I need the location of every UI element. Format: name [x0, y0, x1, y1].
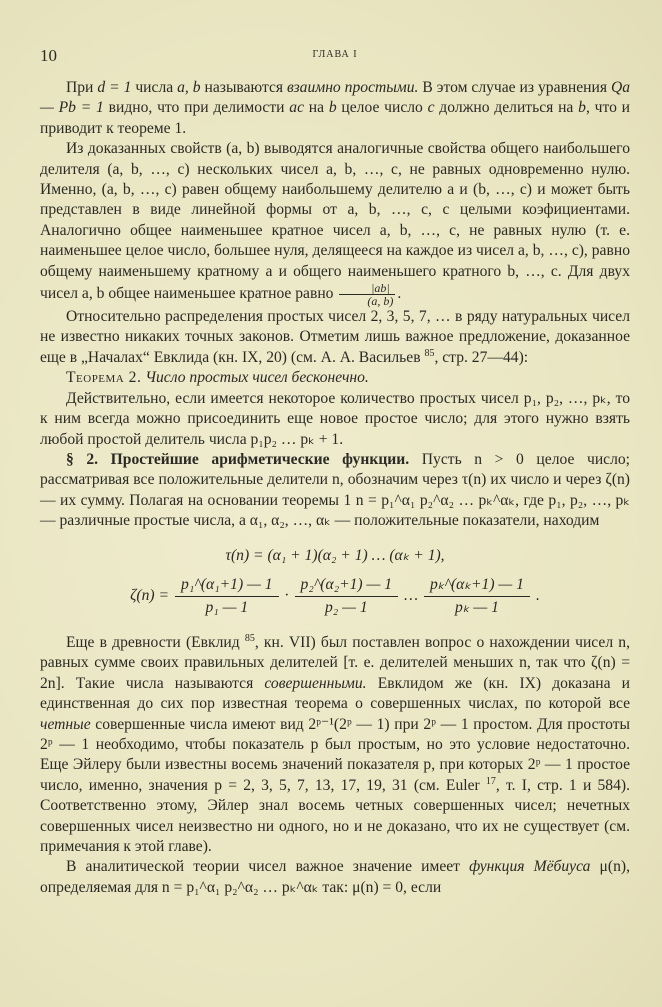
- dot-operator: ·: [284, 587, 289, 605]
- running-head: ГЛАВА I: [312, 49, 358, 60]
- text: Евклидом же (кн. IX) доказана и единственная до сих пор известная теорема о совершенных числах, по которой все: [40, 674, 631, 713]
- math: d = 1: [97, 79, 132, 96]
- text: Еще в древности (Евклид: [66, 633, 245, 651]
- text: Из доказанных свойств (a, b) выводятся аналогичные свойства общего наибольшего делителя (a, b, …, c) нескольких чисел a, b, …, c, не равных одновременно нулю. Именно, (a, b, …, c) равен общему наибольшему делителю a и (b, …, c) и может быть представлен в виде линейной формы от a, b, …, c, с целыми коэфициентами. Аналогично общее наименьшее кратное чисел a, b, …, c, не равных нулю (т. е. наименьшее целое число, большее нуля, делящееся на каждое из чисел a, b, …, c), равно общему наименьшему кратному a и общего наименьшего кратного b, …, c. Для двух чисел a, b общее наименьшее кратное равно: [40, 140, 630, 303]
- text: При: [66, 79, 98, 96]
- text: видно, что при делимости: [103, 99, 290, 117]
- text: , стр. 27—44):: [434, 348, 529, 366]
- reference-superscript: 85: [244, 632, 255, 644]
- ellipsis: …: [404, 587, 418, 605]
- theorem-label: Теорема 2.: [66, 369, 142, 387]
- denominator: p₂ — 1: [324, 598, 368, 616]
- emphasis: взаимно простыми.: [287, 79, 419, 96]
- section-2: [40, 450, 630, 532]
- denominator: p₁ — 1: [205, 598, 249, 616]
- page-number: 10: [40, 46, 57, 65]
- text: целое число: [336, 99, 428, 117]
- text: на: [304, 99, 329, 117]
- text: Относительно распределения простых чисел 2, 3, 5, 7, … в ряду натуральных чисел не известно никаких точных законов. Отметим лишь важное предложение, доказанное еще в „Началах“ Евклида (кн. IX, 20) (см. А. А. Васильев: [40, 308, 630, 366]
- reference-superscript: 85: [424, 347, 435, 359]
- text: В этом случае из уравнения: [418, 79, 611, 96]
- text: Пусть n > 0 целое число; рассматривая все положительные делители n, обозначим через τ(n) их число и через ζ(n) — их сумму. Полагая на основании теоремы 1 n = p₁^α₁ p₂^α₂ … pₖ^αₖ, где p₁, p₂, …, pₖ — различные простые числа, а α₁, α₂, …, αₖ — положительные показатели, находим: [40, 450, 630, 530]
- fraction-2: [295, 574, 399, 619]
- fraction-lcm: [339, 282, 395, 307]
- paragraph-gcd-lcm: [40, 139, 630, 307]
- text: .: [397, 285, 402, 303]
- paragraph-primes-distribution: [40, 307, 630, 368]
- paragraph-mobius: [40, 857, 630, 898]
- text: Действительно, если имеется некоторое количество простых чисел p₁, p₂, …, pₖ, то к ним всегда можно присоединить еще новое простое число; для этого нужно взять любой простой делитель числа p₁p₂ … pₖ + 1.: [40, 389, 630, 448]
- text: должно делиться на: [434, 99, 579, 117]
- text: , что и приводит к теореме 1.: [40, 99, 630, 137]
- math: ac: [289, 99, 304, 117]
- formula-lhs: ζ(n) =: [130, 587, 170, 605]
- paragraph-proof: [40, 389, 630, 450]
- fraction-1: [175, 574, 279, 619]
- fraction-3: [424, 574, 530, 619]
- section-title: § 2. Простейшие арифметические функции.: [66, 450, 410, 468]
- paragraph-coprime: [40, 78, 630, 139]
- denominator: pₖ — 1: [455, 598, 499, 616]
- text: , т. I, стр. 1 и 584). Соответственно этому, Эйлер знал восемь четных совершенных чисел; нечетных совершенных чисел неизвестно ни одного, но и не доказано, что их не существует (см. примечания к этой главе).: [40, 776, 630, 855]
- page-body: [40, 78, 630, 898]
- numerator: p₂^(α₂+1) — 1: [295, 574, 399, 597]
- reference-superscript: 17: [485, 775, 496, 787]
- fraction-numerator: |ab|: [339, 282, 395, 295]
- theorem-statement: Число простых чисел бесконечно.: [145, 369, 369, 387]
- emphasis: функция Мёбиуса: [469, 858, 591, 876]
- formula-zeta: [40, 574, 630, 619]
- theorem-2: [40, 368, 630, 388]
- period: .: [535, 587, 540, 605]
- math: Qa — Pb = 1: [40, 79, 631, 117]
- math: c: [427, 99, 435, 117]
- fraction-denominator: (a, b): [367, 294, 394, 309]
- emphasis: четные: [40, 715, 91, 733]
- emphasis: совершенными.: [264, 674, 367, 692]
- text: числа: [131, 79, 178, 96]
- text: называются: [200, 79, 287, 96]
- formula-tau: τ(n) = (α₁ + 1)(α₂ + 1) … (αₖ + 1),: [225, 546, 445, 564]
- math: b: [328, 99, 337, 117]
- text: совершенные числа имеют вид 2ᵖ⁻¹(2ᵖ — 1) при 2ᵖ — 1 простом. Для простоты 2ᵖ — 1 необходимо, чтобы показатель p был простым, но это условие недостаточно. Еще Эйлеру были известны восемь значений показателя p, при которых 2ᵖ — 1 простое число, именно, значения p = 2, 3, 5, 7, 13, 17, 19, 31 (см. Euler: [40, 715, 630, 794]
- math: a, b: [177, 79, 201, 96]
- numerator: p₁^(α₁+1) — 1: [175, 574, 279, 597]
- math: b: [578, 99, 586, 117]
- page-header: [40, 46, 630, 66]
- text: , кн. VII) был поставлен вопрос о нахождении чисел n, равных сумме своих правильных делителей [т. е. делителей меньших n, так что ζ(n) = 2n]. Такие числа называются: [40, 633, 630, 692]
- numerator: pₖ^(αₖ+1) — 1: [424, 574, 530, 597]
- text: В аналитической теории чисел важное значение имеет: [66, 858, 470, 876]
- text: μ(n), определяемая для n = p₁^α₁ p₂^α₂ … pₖ^αₖ так: μ(n) = 0, если: [40, 858, 630, 896]
- paragraph-perfect-numbers: [40, 633, 630, 857]
